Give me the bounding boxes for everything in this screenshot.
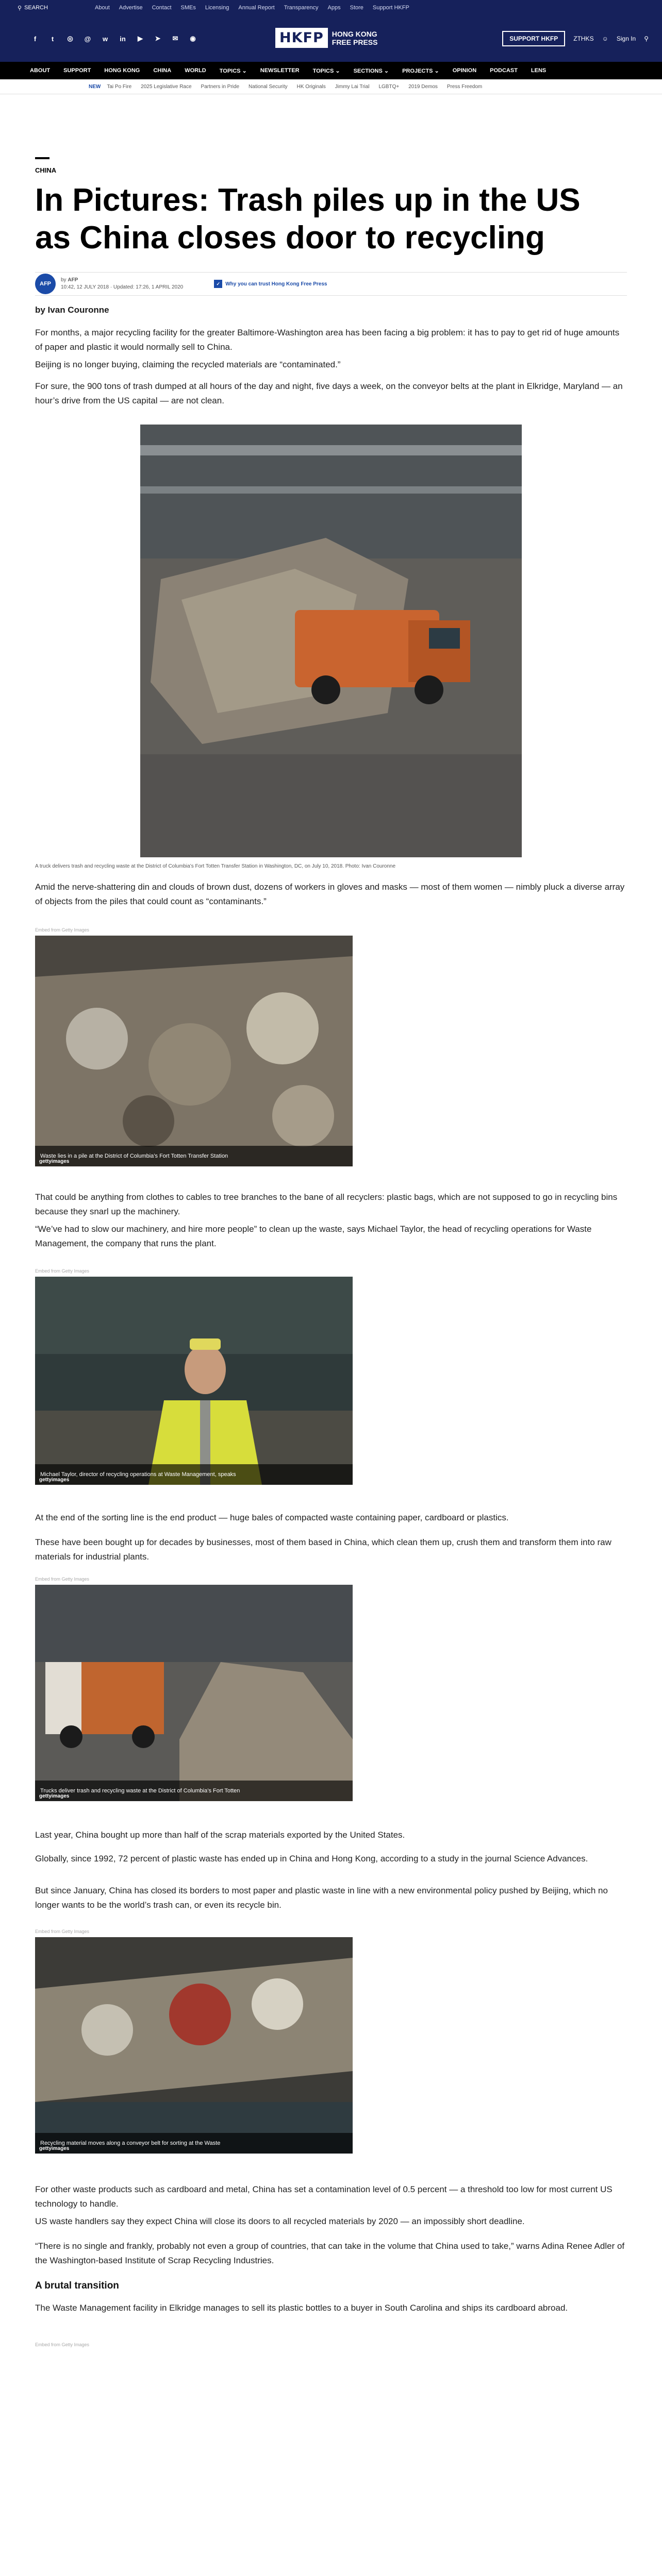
main-nav-items <box>30 67 546 74</box>
getty-embed-label: Embed from Getty Images <box>35 1577 90 1582</box>
getty-logo: gettyimages <box>39 1477 70 1483</box>
utility-bar <box>0 0 662 15</box>
paragraph: But since January, China has closed its borders to most paper and plastic waste in line with a new environmental policy pushed by Beijing, which no longer wants to be the world’s trash can, or even its recycle bin. <box>35 1886 608 1910</box>
weibo-icon[interactable]: w <box>102 35 108 43</box>
trending-link-tai-po-fire[interactable]: Tai Po Fire <box>107 83 132 90</box>
paragraph: These have been bought up for decades by businesses, most of them based in China, which clean them up, crush them and transform them into raw materials for industrial plants. <box>35 1537 611 1562</box>
getty-logo: gettyimages <box>39 1159 70 1164</box>
email-icon[interactable]: ✉ <box>172 35 178 42</box>
search-label: SEARCH <box>24 5 48 11</box>
nav-item-world[interactable]: WORLD <box>185 67 206 74</box>
paragraph: For sure, the 900 tons of trash dumped at all hours of the day and night, five days a week, on the conveyor belts at the plant in Elkridge, Maryland — an hour’s drive from the US capital — are not clean. <box>35 381 623 405</box>
trending-link-partners-in-pride[interactable]: Partners in Pride <box>201 83 240 90</box>
paragraph: US waste handlers say they expect China will close its doors to all recycled materials by 2020 — an impossibly short deadline. <box>35 2216 525 2226</box>
article-dates: 10:42, 12 JULY 2018 · Updated: 17:26, 1 APRIL 2020 <box>61 284 184 290</box>
trending-link-national-security[interactable]: National Security <box>249 83 288 90</box>
worker-portrait-photo <box>35 1277 353 1485</box>
trending-links <box>107 84 482 90</box>
shield-icon: ✓ <box>214 280 222 288</box>
nav-item-projects[interactable]: PROJECTS ⌄ <box>402 67 439 74</box>
getty-logo: gettyimages <box>39 1793 70 1799</box>
trust-link[interactable] <box>214 280 327 288</box>
trending-link-hk-originals[interactable]: HK Originals <box>296 83 326 90</box>
search-icon: ⚲ <box>18 5 22 11</box>
gallery-caption: Trucks deliver trash and recycling waste at the District of Columbia’s Fort Totten <box>35 1781 353 1801</box>
article-category[interactable]: CHINA <box>35 166 57 174</box>
trucks-photo <box>35 1585 353 1801</box>
search-button[interactable] <box>18 5 79 11</box>
trending-bar <box>0 79 662 94</box>
trash-pile-photo <box>35 936 353 1166</box>
getty-photo-3[interactable] <box>35 1585 353 1801</box>
nav-item-china[interactable]: CHINA <box>153 67 172 74</box>
getty-embed-label: Embed from Getty Images <box>35 1268 90 1274</box>
utility-link-smes[interactable]: SMEs <box>180 5 196 11</box>
section-heading: A brutal transition <box>35 2280 119 2291</box>
trending-link-2019-demos[interactable]: 2019 Demos <box>408 83 438 90</box>
chinese-link[interactable]: ZTHKS <box>573 35 594 42</box>
trending-link-2025-legislative-race[interactable]: 2025 Legislative Race <box>141 83 192 90</box>
byline-meta: by AFP 10:42, 12 JULY 2018 · Updated: 17:26, 1 APRIL 2020 <box>61 277 184 290</box>
getty-photo-4[interactable] <box>35 1937 353 2154</box>
photo-caption: A truck delivers trash and recycling waste at the District of Columbia’s Fort Totten Transfer Station in Washington, DC, on July 10, 2018. Photo: Ivan Couronne <box>35 863 396 869</box>
account-icon[interactable]: ☺ <box>602 35 608 42</box>
paragraph: Globally, since 1992, 72 percent of plastic waste has ended up in China and Hong Kong, according to a study in the journal Science Advances. <box>35 1854 588 1863</box>
trust-label: Why you can trust Hong Kong Free Press <box>225 281 327 287</box>
main-nav <box>0 62 662 79</box>
author-line: by Ivan Couronne <box>35 305 109 315</box>
paragraph: Amid the nerve-shattering din and clouds of brown dust, dozens of workers in gloves and masks — most of them women — nimbly pluck a diverse array of objects from the piles that could count as “contaminants.” <box>35 882 625 906</box>
utility-links <box>95 5 409 11</box>
nav-item-opinion[interactable]: OPINION <box>452 67 477 74</box>
nav-item-topics[interactable]: TOPICS ⌄ <box>219 67 247 74</box>
youtube-icon[interactable]: ▶ <box>138 35 143 42</box>
paragraph: For other waste products such as cardboard and metal, China has set a contamination level of 0.5 percent — a threshold too low for most current US technology to handle. <box>35 2184 613 2209</box>
paragraph: For months, a major recycling facility for the greater Baltimore-Washington area has been facing a big problem: it has to pay to get rid of huge amounts of paper and plastic it would normally sell to China. <box>35 328 620 352</box>
paragraph: That could be anything from clothes to cables to tree branches to the bane of all recyclers: plastic bags, which are not supposed to go in recycling bins because they snarl up the machinery. <box>35 1192 618 1216</box>
hero-photo <box>140 425 522 857</box>
utility-link-store[interactable]: Store <box>350 5 363 11</box>
paragraph: Last year, China bought up more than half of the scrap materials exported by the United States. <box>35 1830 405 1840</box>
paragraph: The Waste Management facility in Elkridge manages to sell its plastic bottles to a buyer in South Carolina and ships its cardboard abroad. <box>35 2303 568 2313</box>
masthead <box>0 15 662 62</box>
gallery-caption: Michael Taylor, director of recycling operations at Waste Management, speaks <box>35 1464 353 1485</box>
trending-link-lgbtq[interactable]: LGBTQ+ <box>378 83 400 90</box>
getty-photo-1[interactable] <box>35 936 353 1166</box>
nav-item-about[interactable]: ABOUT <box>30 67 51 74</box>
agency-name[interactable]: AFP <box>68 277 78 283</box>
getty-embed-label: Embed from Getty Images <box>35 927 90 933</box>
search-icon[interactable]: ⚲ <box>644 35 649 42</box>
agency-avatar[interactable]: AFP <box>35 274 56 294</box>
nav-item-support[interactable]: SUPPORT <box>63 67 91 74</box>
social-icons <box>30 33 198 44</box>
nav-item-newsletter[interactable]: NEWSLETTER <box>260 67 300 74</box>
signin-link[interactable]: Sign In <box>616 35 636 42</box>
facebook-icon[interactable]: f <box>34 35 37 43</box>
logo-wordmark: HONG KONG FREE PRESS <box>332 29 378 46</box>
getty-logo: gettyimages <box>39 2146 70 2151</box>
linkedin-icon[interactable]: in <box>120 35 126 43</box>
paragraph: At the end of the sorting line is the end product — huge bales of compacted waste containing paper, cardboard or plastics. <box>35 1513 509 1522</box>
trending-link-jimmy-lai-trial[interactable]: Jimmy Lai Trial <box>335 83 370 90</box>
telegram-icon[interactable]: ➤ <box>155 35 161 42</box>
getty-photo-2[interactable] <box>35 1277 353 1485</box>
instagram-icon[interactable]: ◎ <box>67 35 73 42</box>
byline <box>35 272 627 296</box>
threads-icon[interactable]: @ <box>84 35 91 43</box>
nav-item-sections[interactable]: SECTIONS ⌄ <box>353 67 389 74</box>
utility-link-apps[interactable]: Apps <box>327 5 341 11</box>
paragraph: “We’ve had to slow our machinery, and hire more people” to clean up the waste, says Michael Taylor, the head of recycling operations for Waste Management, the company that runs the plant. <box>35 1224 592 1248</box>
trending-link-press-freedom[interactable]: Press Freedom <box>446 83 483 90</box>
site-logo[interactable] <box>275 28 377 48</box>
garbage-truck-photo <box>140 425 522 857</box>
logo-mark: HKFP <box>275 28 328 48</box>
utility-link-advertise[interactable]: Advertise <box>119 5 143 11</box>
kicker-rule <box>35 157 49 159</box>
getty-embed-label: Embed from Getty Images <box>35 1929 90 1934</box>
utility-link-transparency[interactable]: Transparency <box>284 5 319 11</box>
utility-link-contact[interactable]: Contact <box>152 5 172 11</box>
paragraph: Beijing is no longer buying, claiming the recycled materials are “contaminated.” <box>35 360 341 369</box>
nav-item-lens[interactable]: LENS <box>531 67 547 74</box>
utility-link-about[interactable]: About <box>95 5 110 11</box>
utility-link-licensing[interactable]: Licensing <box>205 5 229 11</box>
nav-item-hong-kong[interactable]: HONG KONG <box>104 67 140 74</box>
twitter-icon[interactable]: t <box>51 35 54 43</box>
gallery-caption: Waste lies in a pile at the District of Columbia’s Fort Totten Transfer Station <box>35 1146 353 1166</box>
paragraph: “There is no single and frankly, probably not even a group of countries, that can take in the volume that China used to take,” warns Adina Renee Adler of the Washington-based Institute of Scrap Recycling Industries. <box>35 2241 625 2265</box>
utility-link-support-hkfp[interactable]: Support HKFP <box>372 5 409 11</box>
support-button[interactable]: SUPPORT HKFP <box>502 31 565 46</box>
conveyor-belt-photo <box>35 1937 353 2154</box>
getty-embed-label: Embed from Getty Images <box>35 2342 90 2347</box>
utility-link-annual-report[interactable]: Annual Report <box>238 5 275 11</box>
article-title: In Pictures: Trash piles up in the US as China closes door to recycling <box>35 182 581 256</box>
gallery-caption: Recycling material moves along a conveyor belt for sorting at the Waste <box>35 2133 353 2154</box>
nav-item-podcast[interactable]: PODCAST <box>490 67 518 74</box>
nav-item-topics[interactable]: TOPICS ⌄ <box>312 67 340 74</box>
rss-icon[interactable]: ◉ <box>190 35 196 42</box>
new-badge: NEW <box>89 83 101 90</box>
masthead-tools <box>502 31 649 46</box>
